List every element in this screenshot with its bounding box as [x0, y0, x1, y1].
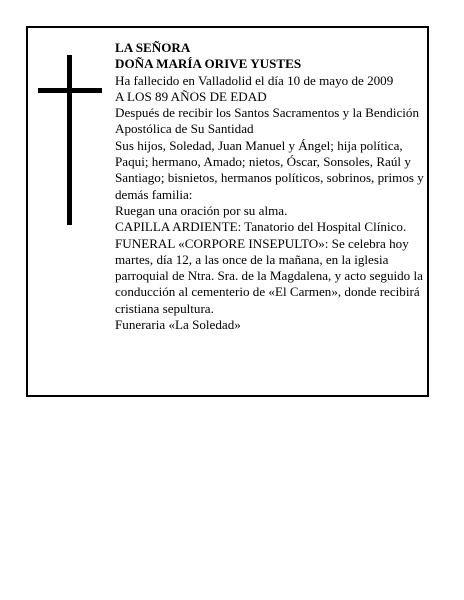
prayer-line: Ruegan una oración por su alma.: [115, 202, 288, 218]
cross-vertical-bar: [67, 55, 72, 225]
age-line: A LOS 89 AÑOS DE EDAD: [115, 88, 267, 104]
family-paragraph: Sus hijos, Soledad, Juan Manuel y Ángel; hija política, Paqui; hermano, Amado; nietos, Óscar, Sonsoles, Raúl y Santiago; bisnietos, hermanos políticos, sobrinos, primos y demás familia:: [115, 137, 424, 202]
notice-text-block: [115, 40, 427, 333]
cross-horizontal-bar: [38, 88, 102, 93]
cross-icon: [38, 55, 102, 225]
funeral-paragraph: FUNERAL «CORPORE INSEPULTO»: Se celebra hoy martes, día 12, a las once de la mañana, en la iglesia parroquial de Ntra. Sra. de la Magdalena, y acto seguido la conducción al cementerio de «El Carmen», donde recibirá cristiana sepultura.: [115, 235, 423, 316]
obituary-notice: [26, 26, 429, 397]
sacraments-line: Después de recibir los Santos Sacramentos y la Bendición Apostólica de Su Santidad: [115, 105, 419, 137]
death-info: Ha fallecido en Valladolid el día 10 de mayo de 2009: [115, 72, 394, 88]
funeral-home-line: Funeraria «La Soledad»: [115, 317, 241, 333]
chapel-line: CAPILLA ARDIENTE: Tanatorio del Hospital Clínico.: [115, 219, 407, 235]
deceased-name: DOÑA MARÍA ORIVE YUSTES: [115, 56, 302, 72]
notice-title: LA SEÑORA: [115, 40, 191, 55]
